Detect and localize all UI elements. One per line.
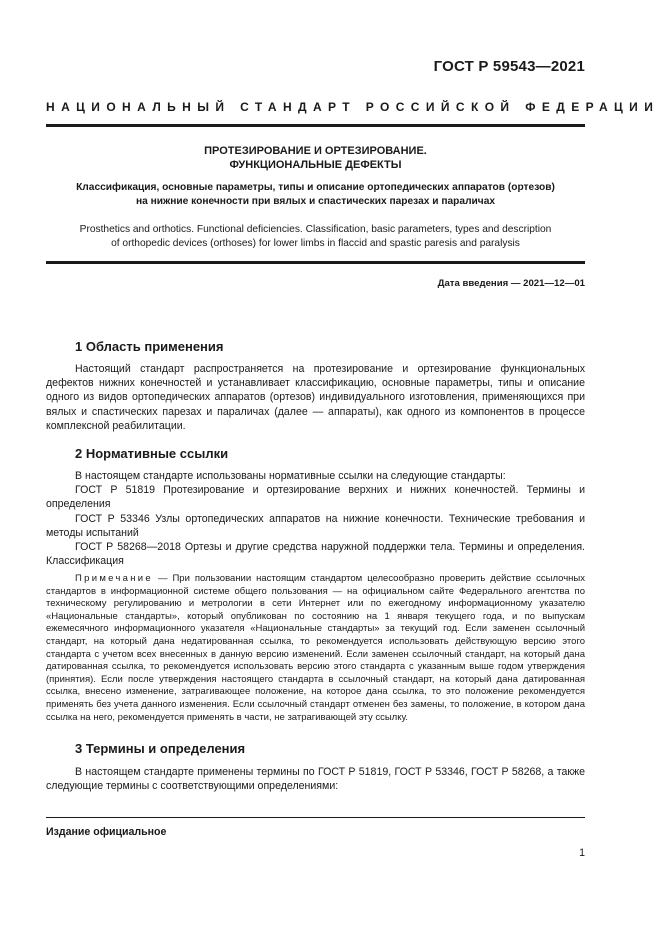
section-1-body (46, 362, 585, 433)
footer-divider (46, 817, 585, 818)
title-line-1: ПРОТЕЗИРОВАНИЕ И ОРТЕЗИРОВАНИЕ. (204, 145, 427, 157)
section-1-heading: 1 Область применения (75, 339, 224, 354)
section-2-heading: 2 Нормативные ссылки (75, 446, 229, 461)
top-divider (46, 124, 585, 127)
section-3-body (46, 765, 585, 793)
section-2-body (46, 469, 585, 568)
introduction-date: Дата введения — 2021—12—01 (437, 278, 585, 289)
section-2-paragraph-1: В настоящем стандарте использованы нормативные ссылки на следующие стандарты: (75, 470, 506, 482)
subtitle-en-line-2: of orthopedic devices (orthoses) for lower limbs in flaccid and spastic paresis and paralysis (111, 237, 520, 249)
note-label: Примечание (75, 573, 153, 584)
russian-subtitle (46, 181, 585, 209)
section-3-paragraph: В настоящем стандарте применены термины по ГОСТ Р 51819, ГОСТ Р 53346, ГОСТ Р 58268, а также следующие термины с соответствующими определениями: (46, 766, 585, 793)
subtitle-ru-line-1: Классификация, основные параметры, типы и описание ортопедических аппаратов (ортезов) (76, 182, 555, 193)
title-bottom-divider (46, 261, 585, 264)
reference-gost-58268: ГОСТ Р 58268—2018 Ортезы и другие средства наружной поддержки тела. Термины и определения. Классификация (46, 541, 585, 568)
section-2-note (46, 573, 585, 724)
page-number: 1 (579, 847, 585, 859)
official-edition-label: Издание официальное (46, 826, 167, 838)
document-code: ГОСТ Р 59543—2021 (433, 58, 585, 75)
subtitle-ru-line-2: на нижние конечности при вялых и спастических парезах и параличах (135, 196, 496, 207)
document-title (46, 144, 585, 172)
reference-gost-51819: ГОСТ Р 51819 Протезирование и ортезирование верхних и нижних конечностей. Термины и определения (46, 484, 585, 511)
note-text: — При пользовании настоящим стандартом целесообразно проверить действие ссылочных стандартов в информационной системе общего пользования — на официальном сайте Федерального агентства по техническому регулированию и метрологии в сети Интернет или по ежегодному информационному указателю «Национальные стандарты», который опубликован по состоянию на 1 января текущего года, и по выпускам ежемесячного информационного указателя «Национальные стандарты» за текущий год. Если заменен ссылочный стандарт, на который дана недатированная ссылка, то рекомендуется использовать действующую версию этого стандарта с учетом всех внесенных в данную версию изменений. Если заменен ссылочный стандарт, на который дана датированная ссылка, то рекомендуется использовать версию этого стандарта с указанным выше годом утверждения (принятия). Если после утверждения настоящего стандарта в ссылочный стандарт, на который дана датированная ссылка, внесено изменение, затрагивающее положение, на которое дана ссылка, то это положение рекомендуется применять без учета данного изменения. Если ссылочный стандарт отменен без замены, то положение, в котором дана ссылка на него, рекомендуется применять в части, не затрагивающей эту ссылку. (46, 573, 585, 723)
english-subtitle (46, 223, 585, 250)
subtitle-en-line-1: Prosthetics and orthotics. Functional deficiencies. Classification, basic parameters, types and description (79, 224, 552, 235)
section-1-paragraph: Настоящий стандарт распространяется на протезирование и ортезирование функциональных дефектов нижних конечностей и устанавливает классификацию, основные параметры, типы и описание одного из видов ортопедических аппаратов (ортезов) индивидуального изготовления, применяющихся при вялых и спастических парезах и параличах (далее — аппараты), как одного из компонентов в процессе комплексной реабилитации. (46, 363, 585, 432)
reference-gost-53346: ГОСТ Р 53346 Узлы ортопедических аппаратов на нижние конечности. Технические требования и методы испытаний (46, 512, 585, 539)
title-line-2: ФУНКЦИОНАЛЬНЫЕ ДЕФЕКТЫ (229, 159, 402, 171)
section-3-heading: 3 Термины и определения (75, 741, 246, 756)
national-standard-heading: НАЦИОНАЛЬНЫЙ СТАНДАРТ РОССИЙСКОЙ ФЕДЕРАЦИИ (46, 100, 660, 114)
